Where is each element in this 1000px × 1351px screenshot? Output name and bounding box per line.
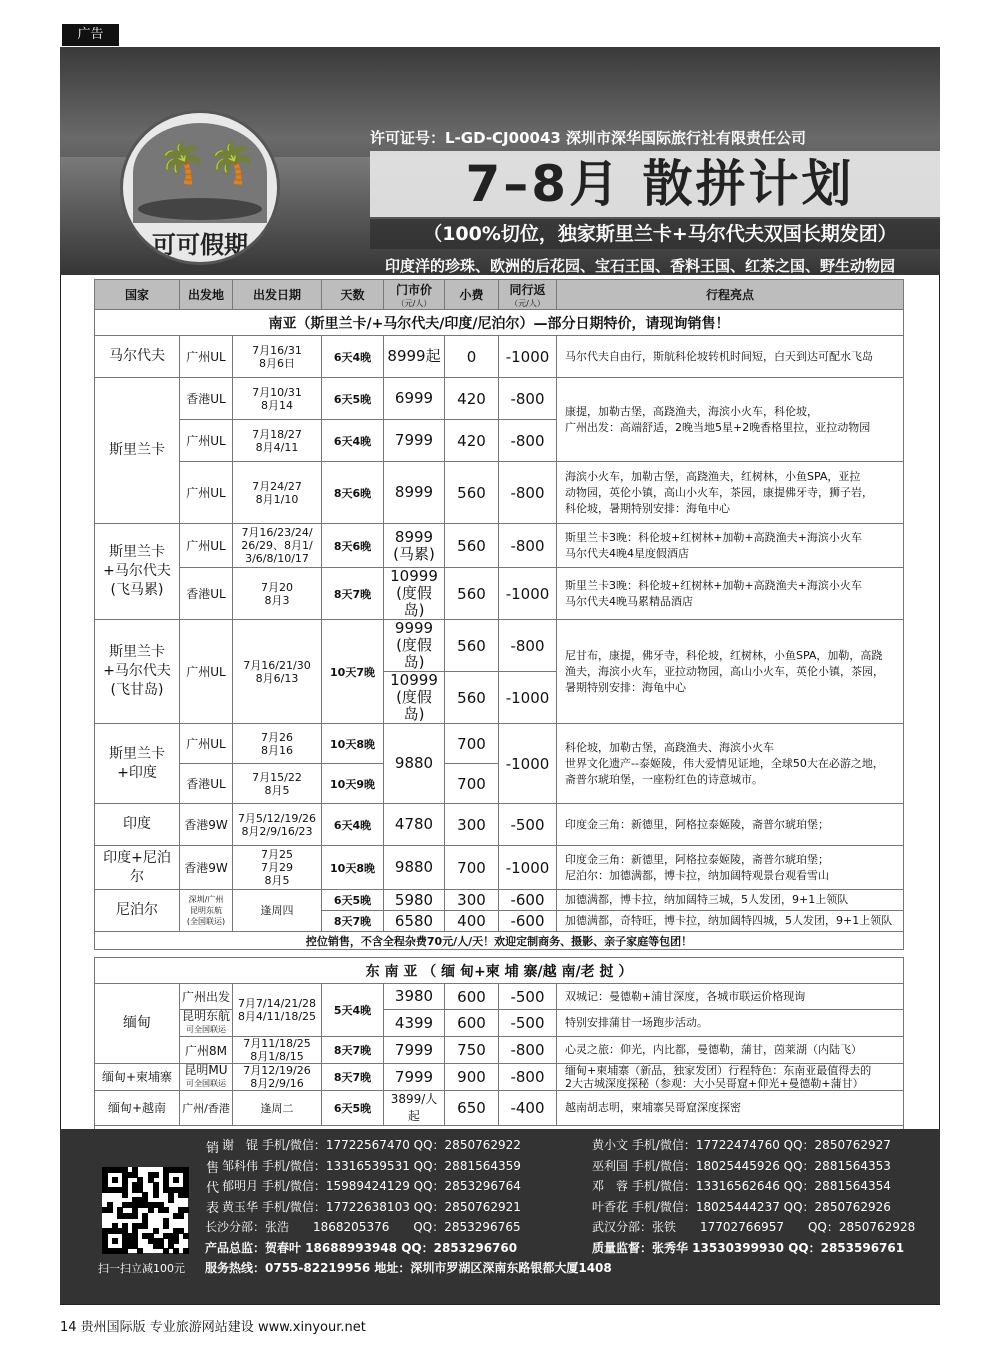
hotline-row: 服务热线：0755-82219956 地址：深圳市罗湖区深南东路银都大厦1408	[205, 1261, 612, 1276]
table-row: 斯里兰卡 +马尔代夫 (飞甘岛) 广州UL 7月16/21/30 8月6/13 10天7晚 9999 (度假岛) 560 -800 尼甘布，康提，佛牙寺，科伦坡，红树林，小鱼SPA，加勒，高跷 渔夫，海滨小火车，亚拉动物园，高山小火车，英伦小镇，茶园， 暑期特别安排：海龟中心	[95, 620, 904, 672]
qr-module	[163, 1248, 169, 1254]
palm-tree-icon: 🌴	[207, 140, 257, 186]
qr-code[interactable]	[102, 1167, 188, 1253]
contact-row: 郁明月 手机/微信：15989424129 QQ：2853296764 邓 蓉 手机/微信：13316562646 QQ：2881564354	[222, 1179, 891, 1194]
qr-module	[173, 1248, 179, 1254]
tour-table	[94, 279, 904, 1167]
branch-list	[205, 1217, 915, 1279]
destinations-line: 印度洋的珍珠、欧洲的后花园、宝石王国、香料王国、红茶之国、野生动物园	[385, 257, 896, 275]
table-header	[95, 280, 904, 310]
table-row: 广州8M 7月11/18/25 8月1/8/15 8天7晚 7999 750 -800 心灵之旅：仰光，内比都，曼德勒，蒲甘，茵莱湖（内陆飞）	[95, 1037, 904, 1064]
table-row: 斯里兰卡 香港UL 7月10/31 8月14 6天5晚 6999 420 -800 康提，加勒古堡，高跷渔夫，海滨小火车，科伦坡， 广州出发：高端舒适，2晚当地5星+2晚香格里拉，亚拉动物园	[95, 378, 904, 420]
qr-module	[163, 1223, 169, 1229]
qr-module	[173, 1177, 179, 1183]
table-row: 印度 香港9W 7月5/12/19/26 8月2/9/16/23 6天4晚 4780 300 -500 印度金三角：新德里，阿格拉泰姬陵，斋普尔琥珀堡；	[95, 804, 904, 846]
table-row: 广州UL 7月24/27 8月1/10 8天6晚 8999 560 -800 海滨小火车，加勒古堡，高跷渔夫，红树林，小鱼SPA，亚拉 动物园，英伦小镇，高山小火车，茶园，康提佛牙寺，狮子岩， 科伦坡，暑期特别安排：海龟中心	[95, 462, 904, 524]
table-row: 斯里兰卡 +印度 广州UL 7月26 8月16 10天8晚 9880 700 -1000 科伦坡，加勒古堡，高跷渔夫、海滨小火车 世界文化遗产--泰姬陵，伟大爱情见证地，全球50大在必游之地， 斋普尔琥珀堡，一座粉红色的诗意城市。	[95, 724, 904, 764]
table-row: 缅甸 广州出发 7月7/14/21/28 8月4/11/18/25 5天4晚 3980 600 -500 双城记：曼德勒+浦甘深度，各城市联运价格现询	[95, 984, 904, 1010]
qr-module	[122, 1192, 128, 1198]
contact-row: 产品总监：贺春叶 18688993948 QQ：2853296760 质量监督：张秀华 13530399930 QQ：2853596761	[205, 1240, 905, 1255]
table-row: 斯里兰卡 +马尔代夫 (飞马累) 广州UL 7月16/23/24/ 26/29、8月1/ 3/6/8/10/17 8天6晚 8999 (马累) 560 -800 斯里兰卡3晚：科伦坡+红树林+加勒+高跷渔夫+海滨小火车 马尔代夫4晚4星度假酒店	[95, 524, 904, 568]
page-footer-line: 14 贵州国际版 专业旅游网站建设 www.xinyour.net	[60, 1320, 366, 1335]
table-row: 广州UL 7月18/27 8月4/11 6天4晚 7999 420 -800	[95, 420, 904, 462]
logo	[120, 110, 280, 265]
qr-module	[163, 1207, 169, 1213]
qr-module	[112, 1238, 118, 1244]
palm-tree-icon: 🌴	[157, 140, 207, 186]
col-country: 国家	[95, 280, 180, 310]
col-tip: 小费	[445, 280, 499, 310]
table-row: 香港UL 7月20 8月3 8天7晚 10999 (度假岛) 560 -1000 斯里兰卡3晚：科伦坡+红树林+加勒+高跷渔夫+海滨小火车 马尔代夫4晚马累精品酒店	[95, 568, 904, 620]
license-text: 许可证号：L-GD-CJ00043 深圳市深华国际旅行社有限责任公司	[370, 129, 807, 147]
table-row: 马尔代夫 广州UL 7月16/31 8月6日 6天4晚 8999起 0 -1000 马尔代夫自由行，斯航科伦坡转机时间短，白天到达可配水飞岛	[95, 336, 904, 378]
col-highlights: 行程亮点	[557, 280, 904, 310]
sales-label: 销售代表	[206, 1141, 220, 1216]
wave-icon	[138, 198, 262, 220]
contact-row: 谢 锟 手机/微信：17722567470 QQ：2850762922 黄小文 手机/微信：17722474760 QQ：2850762927	[222, 1138, 891, 1152]
qr-module	[183, 1248, 189, 1254]
qr-module	[183, 1192, 189, 1198]
col-date: 出发日期	[233, 280, 322, 310]
qr-module	[122, 1248, 128, 1254]
logo-name: 可可假期	[152, 231, 248, 259]
qr-caption: 扫一扫立减100元	[98, 1262, 185, 1275]
contact-row: 长沙分部：张浩 1868205376 QQ：2853296765 武汉分部：张铁 17702766957 QQ：2850762928	[205, 1220, 916, 1234]
section-row: 东 南 亚 （ 缅 甸+柬 埔 寨/越 南/老 挝 ）	[95, 958, 904, 984]
section-row: 南亚（斯里兰卡/+马尔代夫/印度/尼泊尔）—部分日期特价，请现询销售！	[95, 310, 904, 336]
table-row: 昆明东航 可全国联运 4399 600 -500 特别安排蒲甘一场跑步活动。	[95, 1010, 904, 1037]
qr-module	[142, 1223, 148, 1229]
ad-label: 广告	[62, 24, 119, 46]
subheadline: （100%切位，独家斯里兰卡+马尔代夫双国长期发团）	[370, 219, 940, 249]
table-row: 香港UL 7月15/22 8月5 10天9晚 700	[95, 764, 904, 804]
col-depart: 出发地	[180, 280, 233, 310]
contact-list	[222, 1135, 891, 1217]
qr-module	[183, 1233, 189, 1239]
spacer-row	[95, 950, 904, 958]
contact-row: 黄玉华 手机/微信：17722638103 QQ：2850762921 叶香花 手机/微信：18025444237 QQ：2850762926	[222, 1199, 891, 1214]
qr-module	[137, 1248, 143, 1254]
qr-module	[168, 1197, 174, 1203]
qr-module	[153, 1192, 159, 1198]
qr-module	[107, 1207, 113, 1213]
footer	[60, 1129, 940, 1304]
table-row: 缅甸+越南 广州/香港 逢周二 6天5晚 3899/人起 650 -400 越南胡志明，柬埔寨吴哥窟深度探密	[95, 1091, 904, 1126]
table-row: 尼泊尔 深圳/广州 昆明东航 (全国联运) 逢周四 6天5晚 5980 300 -600 加德满都，博卡拉，纳加阔特三城，5人发团，9+1上领队	[95, 890, 904, 911]
col-price: 门市价 （元/人）	[384, 280, 445, 310]
headline: 7–8月 散拼计划	[370, 151, 940, 217]
qr-module	[112, 1177, 118, 1183]
qr-module	[178, 1213, 184, 1219]
table-row: 缅甸+柬埔寨 昆明MU 可全国联运 7月12/19/26 8月2/9/16 8天7晚 7999 900 -800 缅甸+柬埔寨（新品，独家发团）行程特色：东南亚最值得去的 2大古城深度探秘（参观：大小吴哥窟+仰光+曼德勒+蒲甘）	[95, 1064, 904, 1091]
table-row: 10999 (度假岛) 560 -1000	[95, 672, 904, 724]
col-days: 天数	[322, 280, 384, 310]
note-row: 控位销售，不含全程杂费70元/人/天！欢迎定制商务、摄影、亲子家庭等包团！	[95, 932, 904, 950]
contact-row: 邹科伟 手机/微信：13316539531 QQ：2881564359 巫利国 手机/微信：18025445926 QQ：2881564353	[222, 1158, 891, 1173]
col-rebate: 同行返 （元/人）	[499, 280, 557, 310]
qr-module	[132, 1213, 138, 1219]
table-row: 印度+尼泊尔 香港9W 7月25 7月29 8月5 10天8晚 9880 700 -1000 印度金三角：新德里，阿格拉泰姬陵，斋普尔琥珀堡； 尼泊尔：加德满都，博卡拉，纳加阔特观景台观看雪山	[95, 846, 904, 890]
table-row: 8天7晚 6580 400 -600 加德满都，奇特旺，博卡拉，纳加阔特四城，5人发团，9+1上领队	[95, 911, 904, 932]
